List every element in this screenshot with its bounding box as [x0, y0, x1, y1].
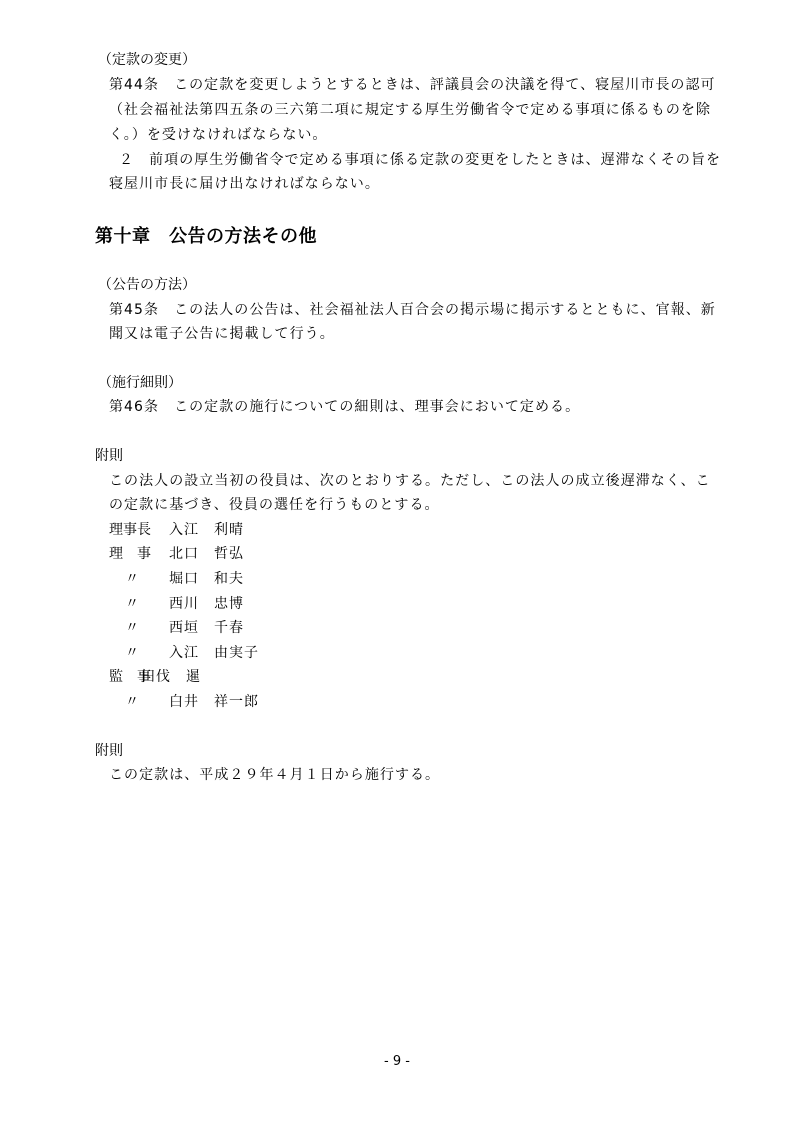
article-45-line-2: 聞又は電子公告に掲載して行う。	[109, 326, 335, 342]
article-46-line-1: 第46条 この定款の施行についての細則は、理事会において定める。	[109, 399, 581, 415]
article-45-line-1: 第45条 この法人の公告は、社会福祉法人百合会の掲示場に掲示するとともに、官報、新	[109, 302, 716, 318]
article-44-paragraph-2-line-1: ２ 前項の厚生労働省令で定める事項に係る定款の変更をしたときは、遅滞なくその旨を	[119, 152, 721, 168]
article-44-paragraph-2-line-2: 寝屋川市長に届け出なければならない。	[109, 176, 380, 192]
officer-role: 監 事	[109, 669, 151, 685]
officer-role: 理 事	[109, 546, 151, 562]
officer-role: 理事長	[109, 522, 151, 538]
chapter-10-heading: 第十章 公告の方法その他	[95, 226, 317, 247]
officer-name: 入江 由実子	[169, 645, 259, 661]
article-44-line-1: 第44条 この定款を変更しようとするときは、評議員会の決議を得て、寝屋川市長の認可	[109, 77, 716, 93]
ditto-mark: 〃	[125, 620, 139, 636]
supplementary-provisions-2-title: 附則	[95, 743, 123, 759]
officer-name: 堀口 和夫	[169, 571, 244, 587]
ditto-mark: 〃	[125, 596, 139, 612]
ditto-mark: 〃	[125, 645, 139, 661]
article-44-line-2: （社会福祉法第四五条の三六第二項に規定する厚生労働省令で定める事項に係るものを除	[109, 102, 711, 118]
supplementary-provisions-2-line-1: この定款は、平成２９年４月１日から施行する。	[109, 767, 441, 783]
officer-name: 田伐 暹	[141, 669, 201, 685]
officer-name: 北口 哲弘	[169, 546, 244, 562]
officer-name: 西垣 千春	[169, 620, 244, 636]
article-45-caption: （公告の方法）	[98, 277, 196, 293]
officer-name: 入江 利晴	[169, 522, 244, 538]
ditto-mark: 〃	[125, 571, 139, 587]
page-number: - 9 -	[384, 1054, 410, 1069]
officer-name: 西川 忠博	[169, 596, 244, 612]
officer-name: 白井 祥一郎	[169, 694, 259, 710]
supplementary-provisions-1-line-2: の定款に基づき、役員の選任を行うものとする。	[109, 497, 440, 513]
article-44-caption: （定款の変更）	[98, 52, 196, 68]
supplementary-provisions-1-title: 附則	[95, 448, 123, 464]
article-46-caption: （施行細則）	[98, 375, 182, 391]
supplementary-provisions-1-line-1: この法人の設立当初の役員は、次のとおりする。ただし、この法人の成立後遅滞なく、こ	[109, 473, 711, 489]
ditto-mark: 〃	[125, 694, 139, 710]
article-44-line-3: く。）を受けなければならない。	[109, 127, 328, 143]
